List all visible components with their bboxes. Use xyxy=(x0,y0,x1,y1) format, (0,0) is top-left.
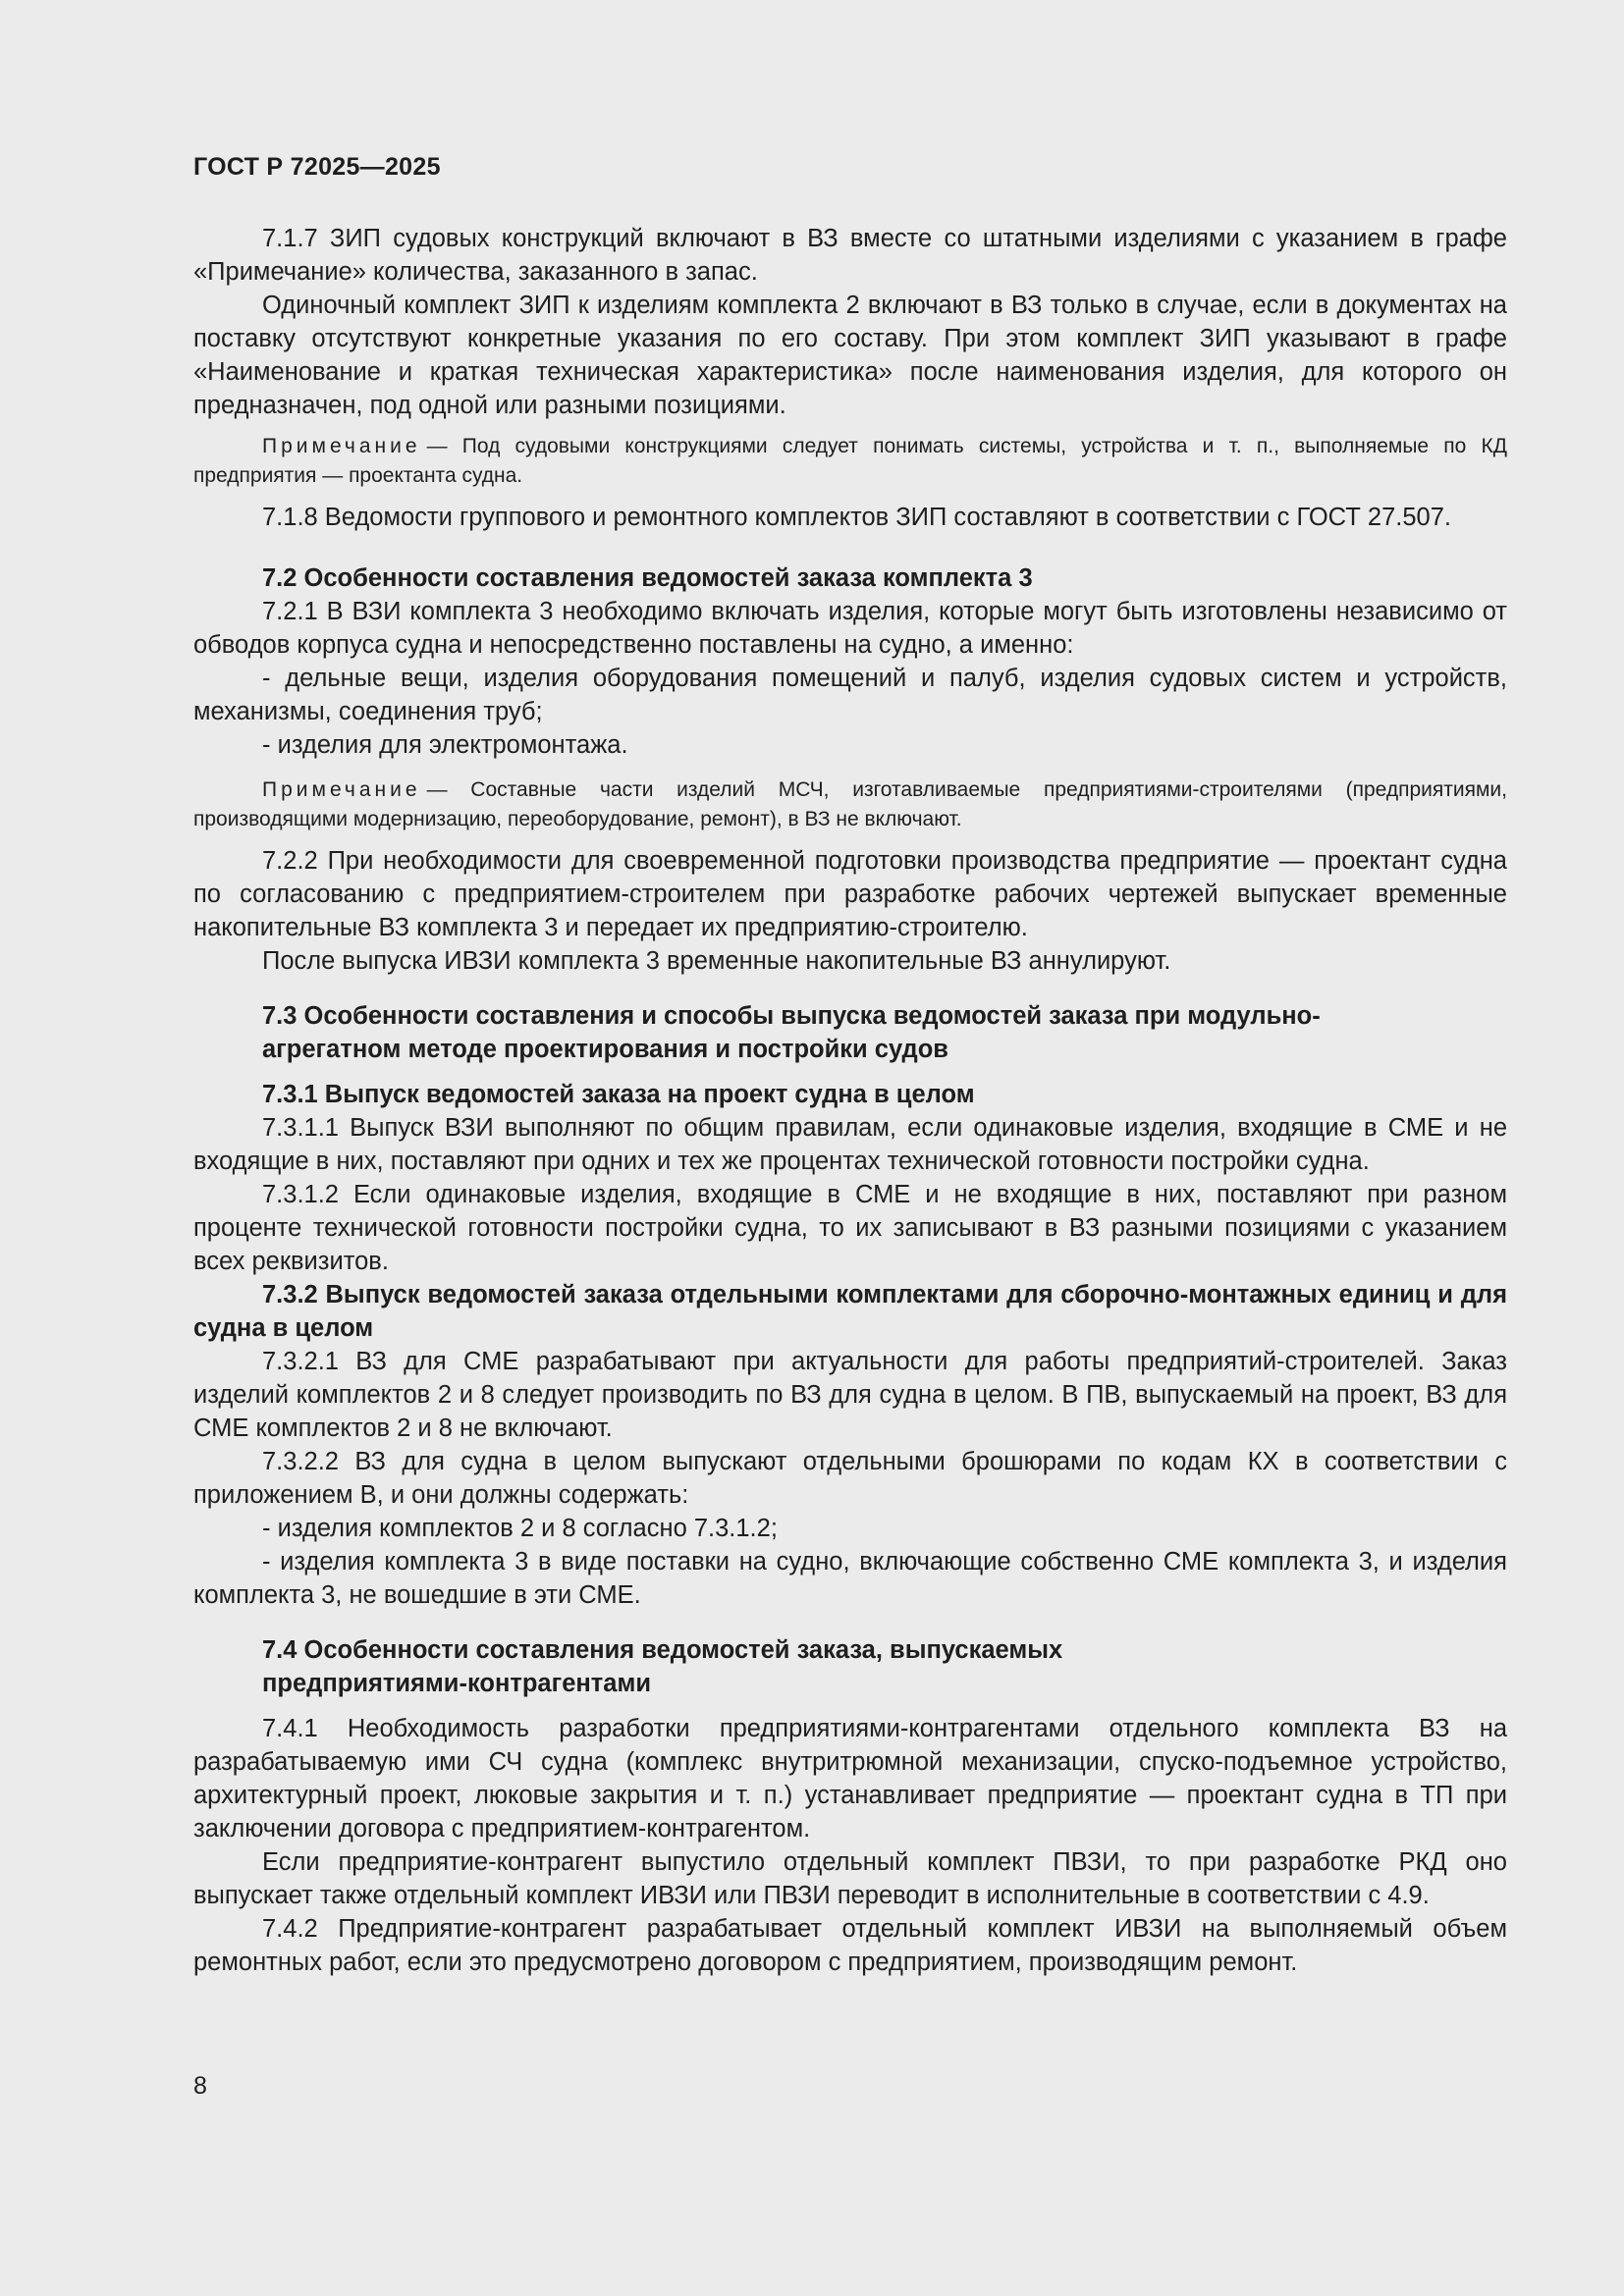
paragraph-7-3-1-1: 7.3.1.1 Выпуск ВЗИ выполняют по общим правилам, если одинаковые изделия, входящие в СМЕ и не входящие в них, поставляют при одних и тех же процентах технической готовности постройки судна. xyxy=(193,1114,1507,1175)
paragraph-7-3-2-1: 7.3.2.1 ВЗ для СМЕ разрабатывают при актуальности для работы предприятий-строителей. Заказ изделий комплектов 2 и 8 следует производить по ВЗ для судна в целом. В ПВ, выпускаемый на проект, ВЗ для СМЕ комплектов 2 и 8 не включают. xyxy=(193,1348,1507,1442)
paragraph-after-izvi: После выпуска ИВЗИ комплекта 3 временные накопительные ВЗ аннулируют. xyxy=(262,947,1171,975)
paragraph-7-4-2: 7.4.2 Предприятие-контрагент разрабатывает отдельный комплект ИВЗИ на выполняемый объем ремонтных работ, если это предусмотрено договором с предприятием, производящим ремонт. xyxy=(193,1915,1507,1976)
document-code-header: ГОСТ Р 72025—2025 xyxy=(193,153,441,181)
heading-line: 7.3 Особенности составления и способы выпуска ведомостей заказа при модульно- xyxy=(262,1002,1321,1030)
section-heading-7-3 xyxy=(193,999,1507,1066)
document-body xyxy=(193,222,1507,1979)
paragraph-7-4-1: 7.4.1 Необходимость разработки предприятиями-контрагентами отдельного комплекта ВЗ на разрабатываемую ими СЧ судна (комплекс внутритрюмной механизации, спуско-подъемное устройство, архитектурный проект, люковые закрытия и т. п.) устанавливает предприятие — проектант судна в ТП при заключении договора с предприятием-контрагентом. xyxy=(193,1715,1507,1842)
page-number: 8 xyxy=(193,2072,207,2100)
subsection-heading-7-3-2: 7.3.2 Выпуск ведомостей заказа отдельными комплектами для сборочно-монтажных единиц и для судна в целом xyxy=(193,1281,1507,1342)
paragraph-7-1-7: 7.1.7 ЗИП судовых конструкций включают в ВЗ вместе со штатными изделиями с указанием в графе «Примечание» количества, заказанного в запас. xyxy=(193,225,1507,286)
paragraph-contractor: Если предприятие-контрагент выпустило отдельный комплект ПВЗИ, то при разработке РКД оно выпускает также отдельный комплект ИВЗИ или ПВЗИ переводит в исполнительные в соответствии с 4.9. xyxy=(193,1848,1507,1909)
paragraph-single-set: Одиночный комплект ЗИП к изделиям комплекта 2 включают в ВЗ только в случае, если в документах на поставку отсутствуют конкретные указания по его составу. При этом комплект ЗИП указывают в графе «Наименование и краткая техническая характеристика» после наименования изделия, для которого он предназначен, под одной или разными позициями. xyxy=(193,292,1507,419)
paragraph-7-2-2: 7.2.2 При необходимости для своевременной подготовки производства предприятие — проектант судна по согласованию с предприятием-строителем при разработке рабочих чертежей выпускает временные накопительные ВЗ комплекта 3 и передает их предприятию-строителю. xyxy=(193,847,1507,941)
paragraph-7-1-8: 7.1.8 Ведомости группового и ремонтного комплектов ЗИП составляют в соответствии с ГОСТ 27.507. xyxy=(262,504,1451,531)
section-heading-7-4 xyxy=(193,1633,1507,1700)
note-1 xyxy=(193,432,1507,491)
paragraph-7-2-1: 7.2.1 В ВЗИ комплекта 3 необходимо включать изделия, которые могут быть изготовлены независимо от обводов корпуса судна и непосредственно поставлены на судно, а именно: xyxy=(193,598,1507,659)
subsection-heading-7-3-1: 7.3.1 Выпуск ведомостей заказа на проект судна в целом xyxy=(262,1081,975,1108)
note-text: — Составные части изделий МСЧ, изготавливаемые предприятиями-строителями (предприятиями, производящими модернизацию, переоборудование, ремонт), в ВЗ не включают. xyxy=(193,778,1507,830)
section-heading-7-2: 7.2 Особенности составления ведомостей заказа комплекта 3 xyxy=(262,564,1033,592)
note-2 xyxy=(193,775,1507,834)
note-label: Примечание xyxy=(262,778,421,801)
list-item: - дельные вещи, изделия оборудования помещений и палуб, изделия судовых систем и устройств, механизмы, соединения труб; xyxy=(193,665,1507,725)
note-text: — Под судовыми конструкциями следует понимать системы, устройства и т. п., выполняемые по КД предприятия — проектанта судна. xyxy=(193,435,1507,487)
list-item: - изделия комплектов 2 и 8 согласно 7.3.1.2; xyxy=(262,1515,778,1542)
paragraph-7-3-2-2: 7.3.2.2 ВЗ для судна в целом выпускают отдельными брошюрами по кодам КХ в соответствии с приложением В, и они должны содержать: xyxy=(193,1448,1507,1509)
note-label: Примечание xyxy=(262,435,421,457)
heading-line: предприятиями-контрагентами xyxy=(262,1670,652,1697)
heading-line: 7.4 Особенности составления ведомостей заказа, выпускаемых xyxy=(262,1636,1063,1664)
heading-line: агрегатном методе проектирования и постройки судов xyxy=(262,1036,948,1063)
list-item: - изделия комплекта 3 в виде поставки на судно, включающие собственно СМЕ комплекта 3, и изделия комплекта 3, не вошедшие в эти СМЕ. xyxy=(193,1548,1507,1609)
paragraph-7-3-1-2: 7.3.1.2 Если одинаковые изделия, входящие в СМЕ и не входящие в них, поставляют при разном проценте технической готовности постройки судна, то их записывают в ВЗ разными позициями с указанием всех реквизитов. xyxy=(193,1181,1507,1275)
list-item: - изделия для электромонтажа. xyxy=(262,731,628,759)
